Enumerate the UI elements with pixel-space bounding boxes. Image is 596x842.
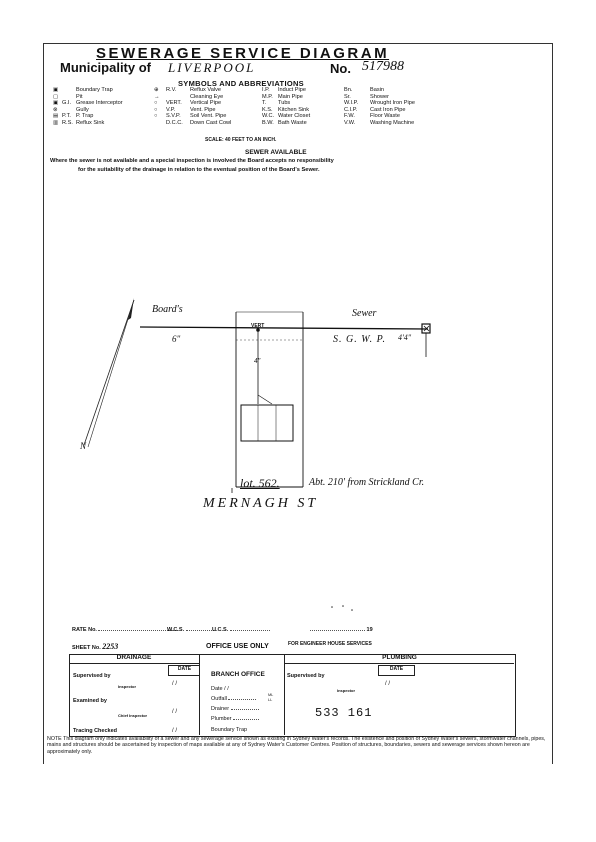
notice-line-2: for the suitability of the drainage in relation to the eventual position of the Board's Sewer.	[78, 167, 320, 173]
symbol-names-col4: Basin Shower Wrought Iron Pipe Cast Iron Pipe Floor Waste Washing Machine	[370, 87, 415, 126]
plumbing-supervised-label: Supervised by	[287, 673, 325, 679]
diagram-number: 517988	[362, 59, 404, 74]
symbol-icons-col1: ▣ ▢ ▣ ⊗ ▤ ▥	[53, 87, 59, 126]
branch-office-label: BRANCH OFFICE	[211, 671, 265, 678]
notice-line-1: Where the sewer is not available and a special inspection is involved the Board accepts no responsibility	[50, 158, 334, 164]
chief-inspector-caption: Chief Inspector	[118, 713, 148, 718]
engineer-services-label: FOR ENGINEER HOUSE SERVICES	[288, 641, 372, 647]
drainer-label: Drainer	[211, 706, 259, 712]
sheet-number-label: SHEET No. 2253	[72, 642, 119, 651]
footer-note: NOTE This diagram only indicates availability of a sewer and any sewerage service shown as existing in Sydney Water's records. The existence and position of Sydney Water's sewers, stormwater channels, pipes, mains and structures should be ascertained by inspection of maps available at any of Sydney Water's Customer Centres. Position of structures, boundaries, sewers and sewerage services shown hereon are approximately only.	[47, 736, 546, 755]
symbol-names-col1: Boundary Trap Pit Grease Interceptor Gully P. Trap Reflux Sink	[76, 87, 123, 126]
tracing-checked-label: Tracing Checked	[73, 728, 118, 734]
symbol-abbr-col4: Bn. Sr. W.I.P. C.I.P. F.W. V.W.	[344, 87, 359, 126]
sewer-label: Sewer	[352, 308, 377, 319]
divider	[284, 654, 285, 735]
sgwp-label: S. G. W. P.	[333, 334, 386, 345]
drainage-date-header: DATE	[168, 665, 200, 676]
supervised-date: / /	[172, 681, 178, 687]
lot-label: lot. 562.	[240, 476, 280, 490]
depth-label: 4'4"	[398, 333, 412, 342]
symbol-prefix-col1: G.I. P.T. R.S.	[62, 100, 73, 126]
sewer-available-heading: SEWER AVAILABLE	[245, 149, 307, 156]
reference-number: 533 161	[315, 706, 373, 720]
outfall-label: Outfall	[211, 696, 256, 702]
boundary-trap-label: Boundary Trap	[211, 727, 248, 733]
municipality-name: LIVERPOOL	[168, 60, 256, 75]
office-table	[69, 654, 516, 737]
plumbing-date: / /	[385, 681, 391, 687]
boards-label: Board's	[152, 304, 183, 315]
symbol-names-col2: Reflux Valve Cleaning Eye Vertical Pipe Vent. Pipe Soil Vent. Pipe Down Cast Cowl	[190, 87, 232, 126]
drainage-header: DRAINAGE	[69, 654, 199, 664]
rate-number-label: RATE No.	[72, 627, 178, 633]
plumbing-date-header: DATE	[378, 665, 415, 676]
street-name: MERNAGH ST	[203, 496, 319, 511]
inspector-caption: Inspector	[118, 684, 137, 689]
tracing-date: / /	[172, 728, 178, 734]
examined-date: / /	[172, 709, 178, 715]
wcs-label: W.C.S.	[167, 627, 216, 633]
distance-label: Abt. 210' from Strickland Cr.	[309, 477, 425, 488]
pipe-size-label: 4"	[254, 357, 261, 365]
plumbing-inspector-caption: Inspector	[337, 688, 356, 693]
diagram-number-label: No.	[330, 61, 351, 76]
year-field: 19	[310, 627, 373, 633]
office-use-only: OFFICE USE ONLY	[206, 643, 269, 650]
symbols-title: SYMBOLS AND ABBREVIATIONS	[178, 79, 304, 88]
north-label: N	[80, 441, 87, 451]
plumber-label: Plumber	[211, 716, 259, 722]
scale-note: SCALE: 40 FEET TO AN INCH.	[205, 137, 277, 143]
ucs-label: U.C.S.	[212, 627, 270, 633]
plumbing-header: PLUMBING	[285, 654, 514, 664]
ml-ll-caption: ML LL	[268, 693, 274, 702]
document-title: SEWERAGE SERVICE DIAGRAM	[96, 45, 390, 62]
symbol-abbr-col2: R.V. VERT. V.P. S.V.P. D.C.C.	[166, 87, 183, 126]
branch-date: Date / /	[211, 686, 229, 692]
municipality-label: Municipality of	[60, 60, 151, 75]
vert-label: VERT	[251, 323, 265, 329]
supervised-by-label: Supervised by	[73, 673, 111, 679]
six-inch-label: 6"	[172, 334, 181, 344]
examined-by-label: Examined by	[73, 698, 107, 704]
symbol-icons-col2: ⊕ → ○ ○ ○	[154, 87, 160, 120]
symbol-names-col3: Induct Pipe Main Pipe Tubs Kitchen Sink Water Closet Bath Waste	[278, 87, 311, 126]
symbol-abbr-col3: I.P. M.P. T. K.S. W.C. B.W.	[262, 87, 275, 126]
